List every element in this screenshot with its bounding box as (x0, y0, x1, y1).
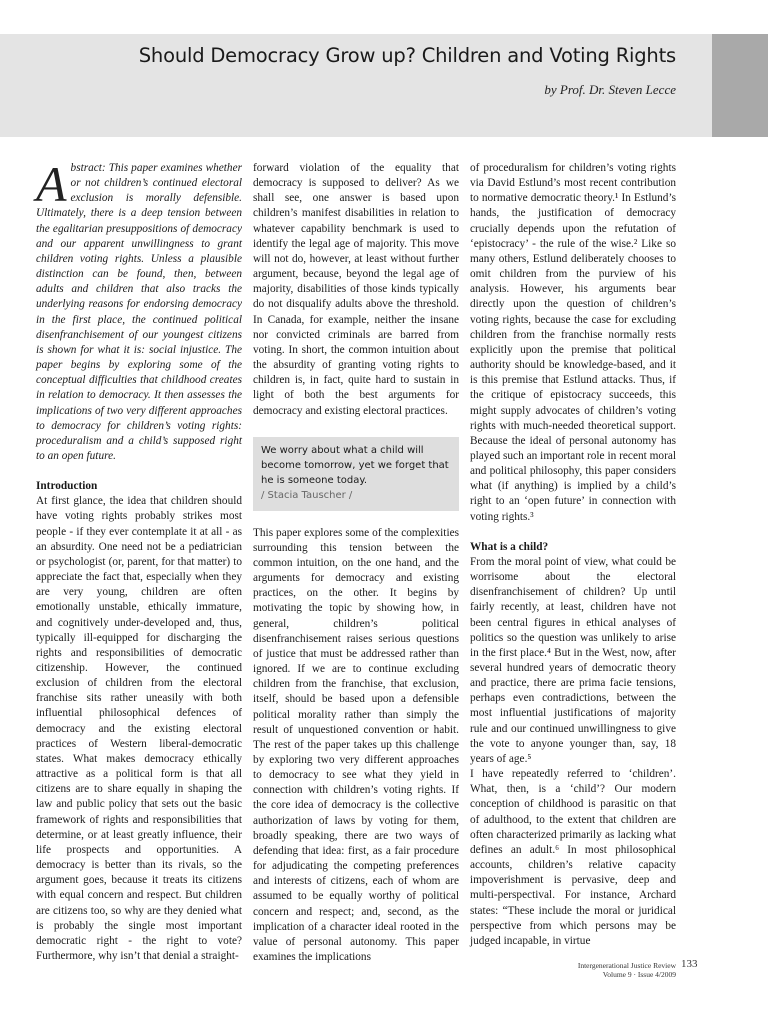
title-banner (0, 34, 712, 137)
abstract (36, 156, 242, 464)
column-1 (36, 156, 242, 964)
dropcap: A (36, 156, 67, 212)
what-is-a-child-heading: What is a child? (470, 540, 549, 553)
journal-issue: Volume 9 · Issue 4/2009 (602, 970, 676, 979)
col3-paragraph-1: of proceduralism for children’s voting rights via David Estlund’s most recent contribution to normative democratic theory.¹ In Estlund’s hands, the justification of democracy crucially depends upon the refutation of ‘epistocracy’ - the rule of the wise.² Like so many others, Estlund deliberately chooses to omit children from the purview of his analysis. However, his arguments bear directly upon the question of children’s voting rights, because the case for excluding children from the franchise normally rests explicitly upon the premise that political authority should be knowledge-based, and it is this premise that Estlund attacks. Thus, if the critique of epistocracy succeeds, this might supply advocates of children’s voting rights with much-needed theoretical support. Because the ideal of personal autonomy has played such an important role in recent moral and political philosophy, this paper considers what (if anything) is implied by a child’s right to an ‘open future’ in connection with voting rights.³ (470, 162, 676, 523)
col3-paragraph-2: From the moral point of view, what could be worrisome about the electoral disenfranchisement of children? Up until fairly recently, at least, children have not been central figures in ethical analyses of politics so the question was unlikely to arise in the first place.⁴ But in the West, now, after several hundred years of democratic theory and practice, there are prima facie tensions, perhaps even contradictions, between the most influential justifications of majority rule and our continued unwillingness to give the vote to anyone younger than, say, 18 years of age.⁵ (470, 555, 676, 765)
journal-footer (578, 961, 676, 979)
header-tab-decoration (712, 34, 768, 137)
journal-name: Intergenerational Justice Review (577, 961, 676, 970)
pull-quote-text: We worry about what a child will become tomorrow, yet we forget that he is someone today. (261, 444, 449, 486)
abstract-text: bstract: This paper examines whether or not children’s continued electoral exclusion is morally defensible. Ultimately, there is a deep tension between the egalitarian presuppositions of democracy and our apparent unwillingness to grant children voting rights. Unless a plausible distinction can be found, then, between adults and children that also tracks the underlying reasons for endorsing democracy in the first place, the continued political disenfranchisement of our youngest citizens is shown for what it is: social injustice. The paper begins by exploring some of the conceptual difficulties that childhood creates in relation to democracy. It then assesses the implications of two very different approaches to democracy for children’s voting rights: proceduralism and a child’s supposed right to an open future. (36, 162, 242, 462)
page-number: 133 (681, 958, 698, 970)
author-byline: by Prof. Dr. Steven Lecce (544, 82, 676, 97)
introduction-heading: Introduction (36, 480, 98, 493)
col2-paragraph-2: This paper explores some of the complexities surrounding this tension between the common intuition, on the one hand, and the arguments for democracy and existing practices, on the other. It begins by motivating the topic by showing how, in general, children’s political disenfranchisement raises serious questions of justice that must be addressed rather than ignored. If we are to continue excluding children from the franchise, that exclusion, itself, should be based upon a defensible political morality rather than simply the result of unquestioned convention or habit. The rest of the paper takes up this challenge by exploring two very different approaches to democracy to see what they yield in connection with children’s voting rights. If the core idea of democracy is the collective authorization of laws by voting for them, broadly speaking, there are two ways of defending that idea: first, as a fair procedure for adjudicating the competing preferences and interests of citizens, each of whom are assumed to be equally worthy of political concern and respect; and, second, as the implication of a character ideal rooted in the value of personal autonomy. This paper examines the implications (253, 526, 459, 964)
introduction-paragraph: At first glance, the idea that children should have voting rights probably strikes most people - if they ever contemplate it at all - as an absurdity. One need not be a pediatrician or psychologist (or, parent, for that matter) to appreciate the fact that, especially when they are very young, children are often emotionally unstable, ethically immature, and cognitively under-developed and, thus, typically ill-equipped for discharging the rights and responsibilities of democratic citizenship. However, the continued exclusion of children from the electoral franchise sits rather uneasily with both influential philosophical defences of democracy and the existing electoral practices of Western liberal-democratic states. What makes democracy ethically attractive as a political form is that all citizens are to share equally in shaping the law and public policy that sets out the basic framework of rights and responsibilities that determine, or at least greatly influence, their life prospects and opportunities. A democracy is better than its rivals, so the argument goes, because it treats its citizens with equal concern and respect. But children are citizens too, so why are they denied what is probably the single most important democratic right - the right to vote? Furthermore, why isn’t that denial a straight- (36, 495, 242, 962)
column-2 (253, 161, 459, 965)
pull-quote (253, 437, 459, 511)
pull-quote-attribution: / Stacia Tauscher / (261, 489, 353, 501)
column-3 (470, 161, 676, 949)
col2-paragraph-1: forward violation of the equality that democracy is supposed to deliver? As we shall see, one answer is based upon children’s manifest disabilities in relation to whatever capability benchmark is used to identify the legal age of majority. This move will not do, however, at least without further argument, because, beyond the legal age of majority, disabilities of those kinds typically do not disqualify adults above the threshold. In Canada, for example, neither the insane nor convicted criminals are barred from voting. In short, the common intuition about the absurdity of granting voting rights to children is, in fact, quite hard to sustain in light of both the best arguments for democracy and existing electoral practices. (253, 162, 459, 417)
article-title: Should Democracy Grow up? Children and Voting Rights (138, 44, 676, 67)
col3-paragraph-3: I have repeatedly referred to ‘children’. What, then, is a ‘child’? Our modern conception of childhood is parasitic on that of adulthood, to the extent that children are often characterized primarily as lacking what defines an adult.⁶ In most philosophical accounts, children’s relative capacity impoverishment is pervasive, deep and multi-perspectival. For instance, Archard states: “These include the moral or juridical perspective from which persons may be judged incapable, in virtue (470, 768, 676, 947)
